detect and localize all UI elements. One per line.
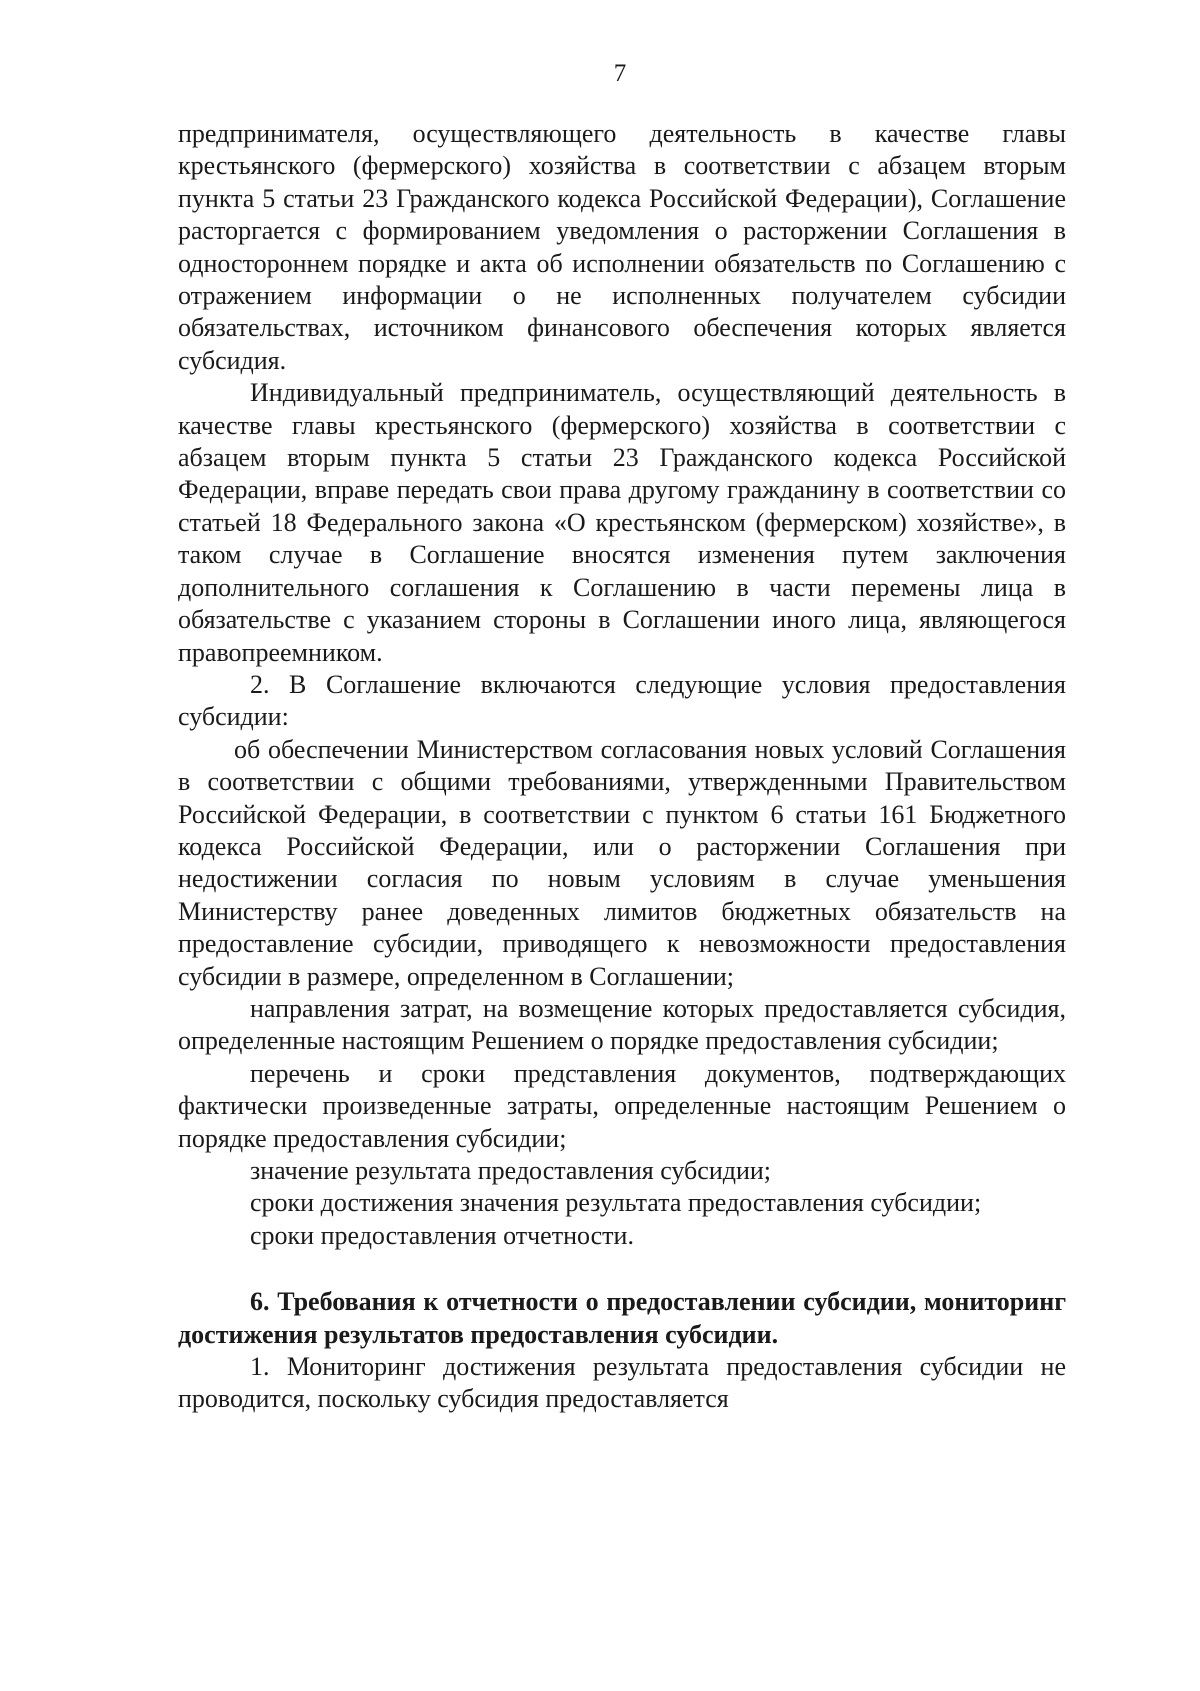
paragraph-monitoring: 1. Мониторинг достижения результата предоставления субсидии не проводится, поскольку субсидия предоставляется xyxy=(178,1352,1066,1414)
list-item-approval: об обеспечении Министерством согласования новых условий Соглашения в соответствии с общими требованиями, утвержденными Правительством Российской Федерации, в соответствии с пунктом 6 статьи 161 Бюджетного кодекса Российской Федерации, или о расторжении Соглашения при недостижении согласия по новым условиям в случае уменьшения Министерству ранее доведенных лимитов бюджетных обязательств на предоставление субсидии, приводящего к невозможности предоставления субсидии в размере, определенном в Соглашении; xyxy=(178,734,1066,991)
list-item-result-value: значение результата предоставления субсидии; xyxy=(250,1156,772,1185)
paragraph-rights-transfer: Индивидуальный предприниматель, осуществляющий деятельность в качестве главы крестьянского (фермерского) хозяйства в соответствии с абзацем вторым пункта 5 статьи 23 Гражданского кодекса Российской Федерации, вправе передать свои права другому гражданину в соответствии со статьей 18 Федерального закона «О крестьянском (фермерском) хозяйстве», в таком случае в Соглашение вносятся изменения путем заключения дополнительного соглашения к Соглашению в части перемены лица в обязательстве с указанием стороны в Соглашении иного лица, являющегося правопреемником. xyxy=(178,378,1066,667)
list-item-result-deadline: сроки достижения значения результата предоставления субсидии; xyxy=(250,1188,982,1218)
paragraph-agreement-conditions: 2. В Соглашение включаются следующие условия предоставления субсидии: xyxy=(178,669,1066,732)
list-item-cost-directions: направления затрат, на возмещение которых предоставляется субсидия, определенные настоящим Решением о порядке предоставления субсидии; xyxy=(178,993,1066,1056)
section-heading: 6. Требования к отчетности о предоставлении субсидии, мониторинг достижения результатов предоставления субсидии. xyxy=(178,1287,1066,1349)
list-item-documents: перечень и сроки представления документов, подтверждающих фактически произведенные затраты, определенные настоящим Решением о порядке предоставления субсидии; xyxy=(178,1058,1066,1153)
list-item-reporting-deadline: сроки предоставления отчетности. xyxy=(250,1220,634,1250)
paragraph-termination: предпринимателя, осуществляющего деятельность в качестве главы крестьянского (фермерского) хозяйства в соответствии с абзацем вторым пункта 5 статьи 23 Гражданского кодекса Российской Федерации), Соглашение расторгается с формированием уведомления о расторжении Соглашения в одностороннем порядке и акта об исполнении обязательств по Соглашению с отражением информации о не исполненных получателем субсидии обязательствах, источником финансового обеспечения которых является субсидия. xyxy=(178,119,1066,375)
document-body xyxy=(178,118,1066,1416)
page-number: 7 xyxy=(613,60,627,87)
